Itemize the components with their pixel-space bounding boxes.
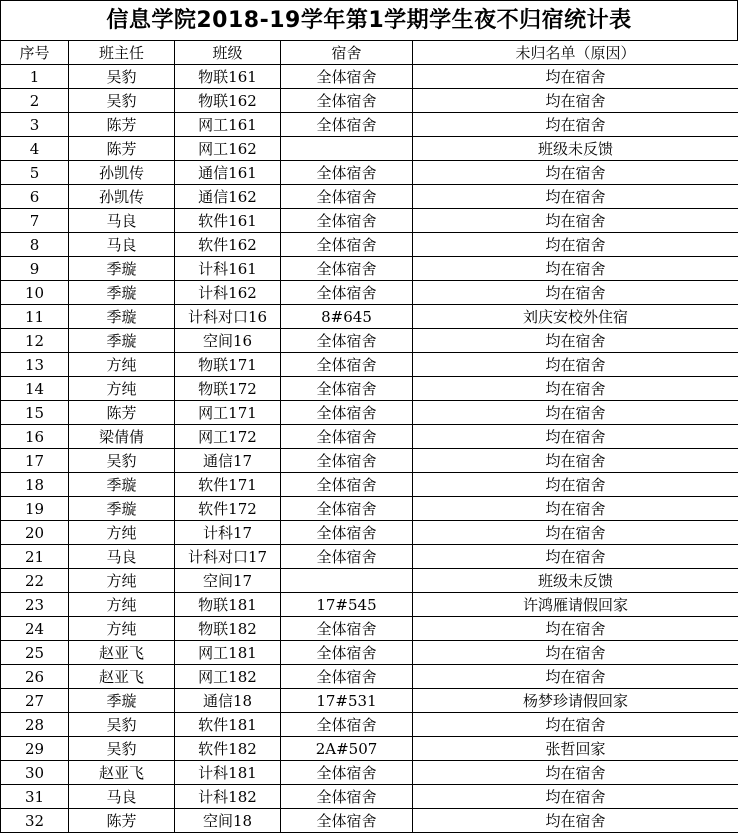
cell-teacher[interactable]: 吴豹 [69,737,175,761]
cell-no[interactable]: 24 [1,617,69,641]
cell-teacher[interactable]: 马良 [69,209,175,233]
cell-class[interactable]: 网工172 [175,425,281,449]
cell-teacher[interactable]: 孙凯传 [69,161,175,185]
table-row [1,761,738,785]
cell-absent[interactable]: 均在宿舍 [413,329,738,353]
cell-absent[interactable]: 均在宿舍 [413,497,738,521]
cell-class[interactable]: 软件171 [175,473,281,497]
cell-class[interactable]: 物联171 [175,353,281,377]
cell-no[interactable]: 26 [1,665,69,689]
cell-no[interactable]: 20 [1,521,69,545]
header-absent[interactable]: 未归名单（原因） [413,41,738,65]
table-row [1,449,738,473]
cell-absent[interactable]: 均在宿舍 [413,257,738,281]
cell-no[interactable]: 25 [1,641,69,665]
cell-teacher[interactable]: 季璇 [69,497,175,521]
cell-absent[interactable]: 均在宿舍 [413,233,738,257]
cell-dorm[interactable]: 全体宿舍 [281,161,413,185]
cell-teacher[interactable]: 陈芳 [69,809,175,833]
cell-class[interactable]: 空间16 [175,329,281,353]
cell-teacher[interactable]: 季璇 [69,257,175,281]
cell-dorm[interactable]: 全体宿舍 [281,785,413,809]
cell-absent[interactable]: 班级未反馈 [413,137,738,161]
cell-dorm[interactable]: 全体宿舍 [281,89,413,113]
cell-teacher[interactable]: 吴豹 [69,449,175,473]
cell-dorm[interactable]: 17#531 [281,689,413,713]
cell-absent[interactable]: 均在宿舍 [413,65,738,89]
cell-no[interactable]: 27 [1,689,69,713]
table-row [1,113,738,137]
cell-dorm[interactable]: 全体宿舍 [281,809,413,833]
cell-dorm[interactable]: 全体宿舍 [281,473,413,497]
table-row [1,737,738,761]
cell-absent[interactable]: 张哲回家 [413,737,738,761]
table-row [1,137,738,161]
cell-class[interactable]: 物联172 [175,377,281,401]
cell-absent[interactable]: 均在宿舍 [413,713,738,737]
cell-class[interactable]: 通信18 [175,689,281,713]
cell-class[interactable]: 通信161 [175,161,281,185]
cell-dorm[interactable]: 全体宿舍 [281,209,413,233]
cell-dorm[interactable]: 全体宿舍 [281,353,413,377]
cell-teacher[interactable]: 方纯 [69,569,175,593]
cell-dorm[interactable]: 全体宿舍 [281,329,413,353]
cell-teacher[interactable]: 赵亚飞 [69,761,175,785]
cell-class[interactable]: 软件162 [175,233,281,257]
cell-teacher[interactable]: 季璇 [69,473,175,497]
table-row [1,305,738,329]
table-row [1,665,738,689]
cell-teacher[interactable]: 赵亚飞 [69,665,175,689]
cell-absent[interactable]: 许鸿雁请假回家 [413,593,738,617]
statistics-table [0,40,738,833]
cell-teacher[interactable]: 方纯 [69,617,175,641]
cell-class[interactable]: 计科162 [175,281,281,305]
cell-dorm[interactable] [281,137,413,161]
cell-class[interactable]: 网工162 [175,137,281,161]
table-row [1,473,738,497]
cell-absent[interactable]: 均在宿舍 [413,161,738,185]
cell-dorm[interactable]: 全体宿舍 [281,449,413,473]
cell-no[interactable]: 19 [1,497,69,521]
cell-teacher[interactable]: 方纯 [69,377,175,401]
cell-class[interactable]: 通信17 [175,449,281,473]
cell-no[interactable]: 11 [1,305,69,329]
table-row [1,161,738,185]
table-row [1,185,738,209]
header-no[interactable]: 序号 [1,41,69,65]
table-row [1,89,738,113]
cell-no[interactable]: 21 [1,545,69,569]
table-row [1,329,738,353]
cell-class[interactable]: 通信162 [175,185,281,209]
cell-class[interactable]: 计科对口17 [175,545,281,569]
cell-teacher[interactable]: 季璇 [69,305,175,329]
table-row [1,257,738,281]
cell-absent[interactable]: 刘庆安校外住宿 [413,305,738,329]
table-row [1,569,738,593]
cell-class[interactable]: 软件172 [175,497,281,521]
cell-no[interactable]: 12 [1,329,69,353]
cell-absent[interactable]: 均在宿舍 [413,665,738,689]
cell-no[interactable]: 13 [1,353,69,377]
cell-teacher[interactable]: 马良 [69,785,175,809]
cell-dorm[interactable]: 全体宿舍 [281,617,413,641]
cell-absent[interactable]: 均在宿舍 [413,353,738,377]
cell-teacher[interactable]: 吴豹 [69,65,175,89]
cell-absent[interactable]: 均在宿舍 [413,473,738,497]
cell-no[interactable]: 2 [1,89,69,113]
header-row [1,41,738,65]
table-body [1,65,738,833]
cell-absent[interactable]: 均在宿舍 [413,209,738,233]
table-row [1,353,738,377]
cell-absent[interactable]: 均在宿舍 [413,449,738,473]
cell-teacher[interactable]: 马良 [69,545,175,569]
cell-class[interactable]: 物联162 [175,89,281,113]
cell-no[interactable]: 30 [1,761,69,785]
cell-absent[interactable]: 均在宿舍 [413,641,738,665]
cell-no[interactable]: 9 [1,257,69,281]
cell-class[interactable]: 空间17 [175,569,281,593]
cell-teacher[interactable]: 陈芳 [69,137,175,161]
cell-teacher[interactable]: 吴豹 [69,89,175,113]
cell-teacher[interactable]: 陈芳 [69,113,175,137]
header-class[interactable]: 班级 [175,41,281,65]
table-row [1,281,738,305]
cell-absent[interactable]: 班级未反馈 [413,569,738,593]
cell-dorm[interactable]: 全体宿舍 [281,665,413,689]
table-row [1,641,738,665]
table-row [1,377,738,401]
cell-class[interactable]: 计科182 [175,785,281,809]
cell-no[interactable]: 29 [1,737,69,761]
cell-absent[interactable]: 均在宿舍 [413,113,738,137]
cell-teacher[interactable]: 方纯 [69,593,175,617]
cell-teacher[interactable]: 陈芳 [69,401,175,425]
cell-teacher[interactable]: 梁倩倩 [69,425,175,449]
cell-dorm[interactable]: 全体宿舍 [281,545,413,569]
table-row [1,713,738,737]
table-row [1,593,738,617]
cell-class[interactable]: 物联161 [175,65,281,89]
cell-no[interactable]: 23 [1,593,69,617]
cell-no[interactable]: 5 [1,161,69,185]
header-teacher[interactable]: 班主任 [69,41,175,65]
cell-dorm[interactable]: 全体宿舍 [281,401,413,425]
cell-class[interactable]: 计科161 [175,257,281,281]
cell-teacher[interactable]: 季璇 [69,689,175,713]
cell-class[interactable]: 计科181 [175,761,281,785]
table-row [1,617,738,641]
cell-absent[interactable]: 均在宿舍 [413,809,738,833]
cell-no[interactable]: 1 [1,65,69,89]
cell-dorm[interactable]: 17#545 [281,593,413,617]
cell-absent[interactable]: 均在宿舍 [413,89,738,113]
cell-dorm[interactable]: 全体宿舍 [281,65,413,89]
cell-absent[interactable]: 均在宿舍 [413,401,738,425]
cell-teacher[interactable]: 马良 [69,233,175,257]
cell-class[interactable]: 软件182 [175,737,281,761]
table-row [1,809,738,833]
cell-absent[interactable]: 均在宿舍 [413,521,738,545]
cell-dorm[interactable]: 全体宿舍 [281,641,413,665]
cell-absent[interactable]: 均在宿舍 [413,377,738,401]
table-row [1,521,738,545]
cell-no[interactable]: 3 [1,113,69,137]
cell-class[interactable]: 软件181 [175,713,281,737]
table-row [1,401,738,425]
cell-no[interactable]: 4 [1,137,69,161]
cell-absent[interactable]: 均在宿舍 [413,761,738,785]
cell-dorm[interactable]: 全体宿舍 [281,113,413,137]
cell-no[interactable]: 31 [1,785,69,809]
cell-absent[interactable]: 杨梦珍请假回家 [413,689,738,713]
cell-class[interactable]: 软件161 [175,209,281,233]
cell-teacher[interactable]: 孙凯传 [69,185,175,209]
cell-class[interactable]: 网工161 [175,113,281,137]
cell-class[interactable]: 网工171 [175,401,281,425]
cell-class[interactable]: 计科对口16 [175,305,281,329]
cell-dorm[interactable]: 全体宿舍 [281,233,413,257]
table-row [1,233,738,257]
table-row [1,497,738,521]
cell-dorm[interactable]: 全体宿舍 [281,377,413,401]
cell-absent[interactable]: 均在宿舍 [413,545,738,569]
table-row [1,209,738,233]
cell-no[interactable]: 22 [1,569,69,593]
cell-no[interactable]: 32 [1,809,69,833]
cell-no[interactable]: 16 [1,425,69,449]
cell-dorm[interactable]: 全体宿舍 [281,713,413,737]
cell-dorm[interactable]: 全体宿舍 [281,425,413,449]
cell-absent[interactable]: 均在宿舍 [413,281,738,305]
cell-class[interactable]: 网工182 [175,665,281,689]
cell-dorm[interactable]: 全体宿舍 [281,497,413,521]
header-dorm[interactable]: 宿舍 [281,41,413,65]
cell-teacher[interactable]: 季璇 [69,281,175,305]
cell-dorm[interactable]: 全体宿舍 [281,185,413,209]
cell-class[interactable]: 计科17 [175,521,281,545]
cell-no[interactable]: 28 [1,713,69,737]
cell-class[interactable]: 网工181 [175,641,281,665]
cell-no[interactable]: 14 [1,377,69,401]
cell-teacher[interactable]: 赵亚飞 [69,641,175,665]
table-row [1,785,738,809]
cell-absent[interactable]: 均在宿舍 [413,185,738,209]
cell-teacher[interactable]: 季璇 [69,329,175,353]
table-row [1,65,738,89]
table-row [1,425,738,449]
sheet-title: 信息学院2018-19学年第1学期学生夜不归宿统计表 [0,0,738,40]
cell-dorm[interactable]: 全体宿舍 [281,521,413,545]
cell-no[interactable]: 8 [1,233,69,257]
cell-no[interactable]: 18 [1,473,69,497]
cell-absent[interactable]: 均在宿舍 [413,785,738,809]
table-row [1,545,738,569]
table-row [1,689,738,713]
cell-class[interactable]: 物联181 [175,593,281,617]
cell-absent[interactable]: 均在宿舍 [413,617,738,641]
cell-no[interactable]: 6 [1,185,69,209]
cell-teacher[interactable]: 吴豹 [69,713,175,737]
cell-dorm[interactable]: 2A#507 [281,737,413,761]
cell-absent[interactable]: 均在宿舍 [413,425,738,449]
cell-dorm[interactable]: 全体宿舍 [281,257,413,281]
cell-no[interactable]: 10 [1,281,69,305]
cell-dorm[interactable]: 全体宿舍 [281,281,413,305]
cell-dorm[interactable]: 全体宿舍 [281,761,413,785]
cell-dorm[interactable]: 8#645 [281,305,413,329]
cell-teacher[interactable]: 方纯 [69,521,175,545]
cell-no[interactable]: 15 [1,401,69,425]
cell-no[interactable]: 17 [1,449,69,473]
cell-dorm[interactable] [281,569,413,593]
cell-no[interactable]: 7 [1,209,69,233]
cell-teacher[interactable]: 方纯 [69,353,175,377]
cell-class[interactable]: 物联182 [175,617,281,641]
cell-class[interactable]: 空间18 [175,809,281,833]
